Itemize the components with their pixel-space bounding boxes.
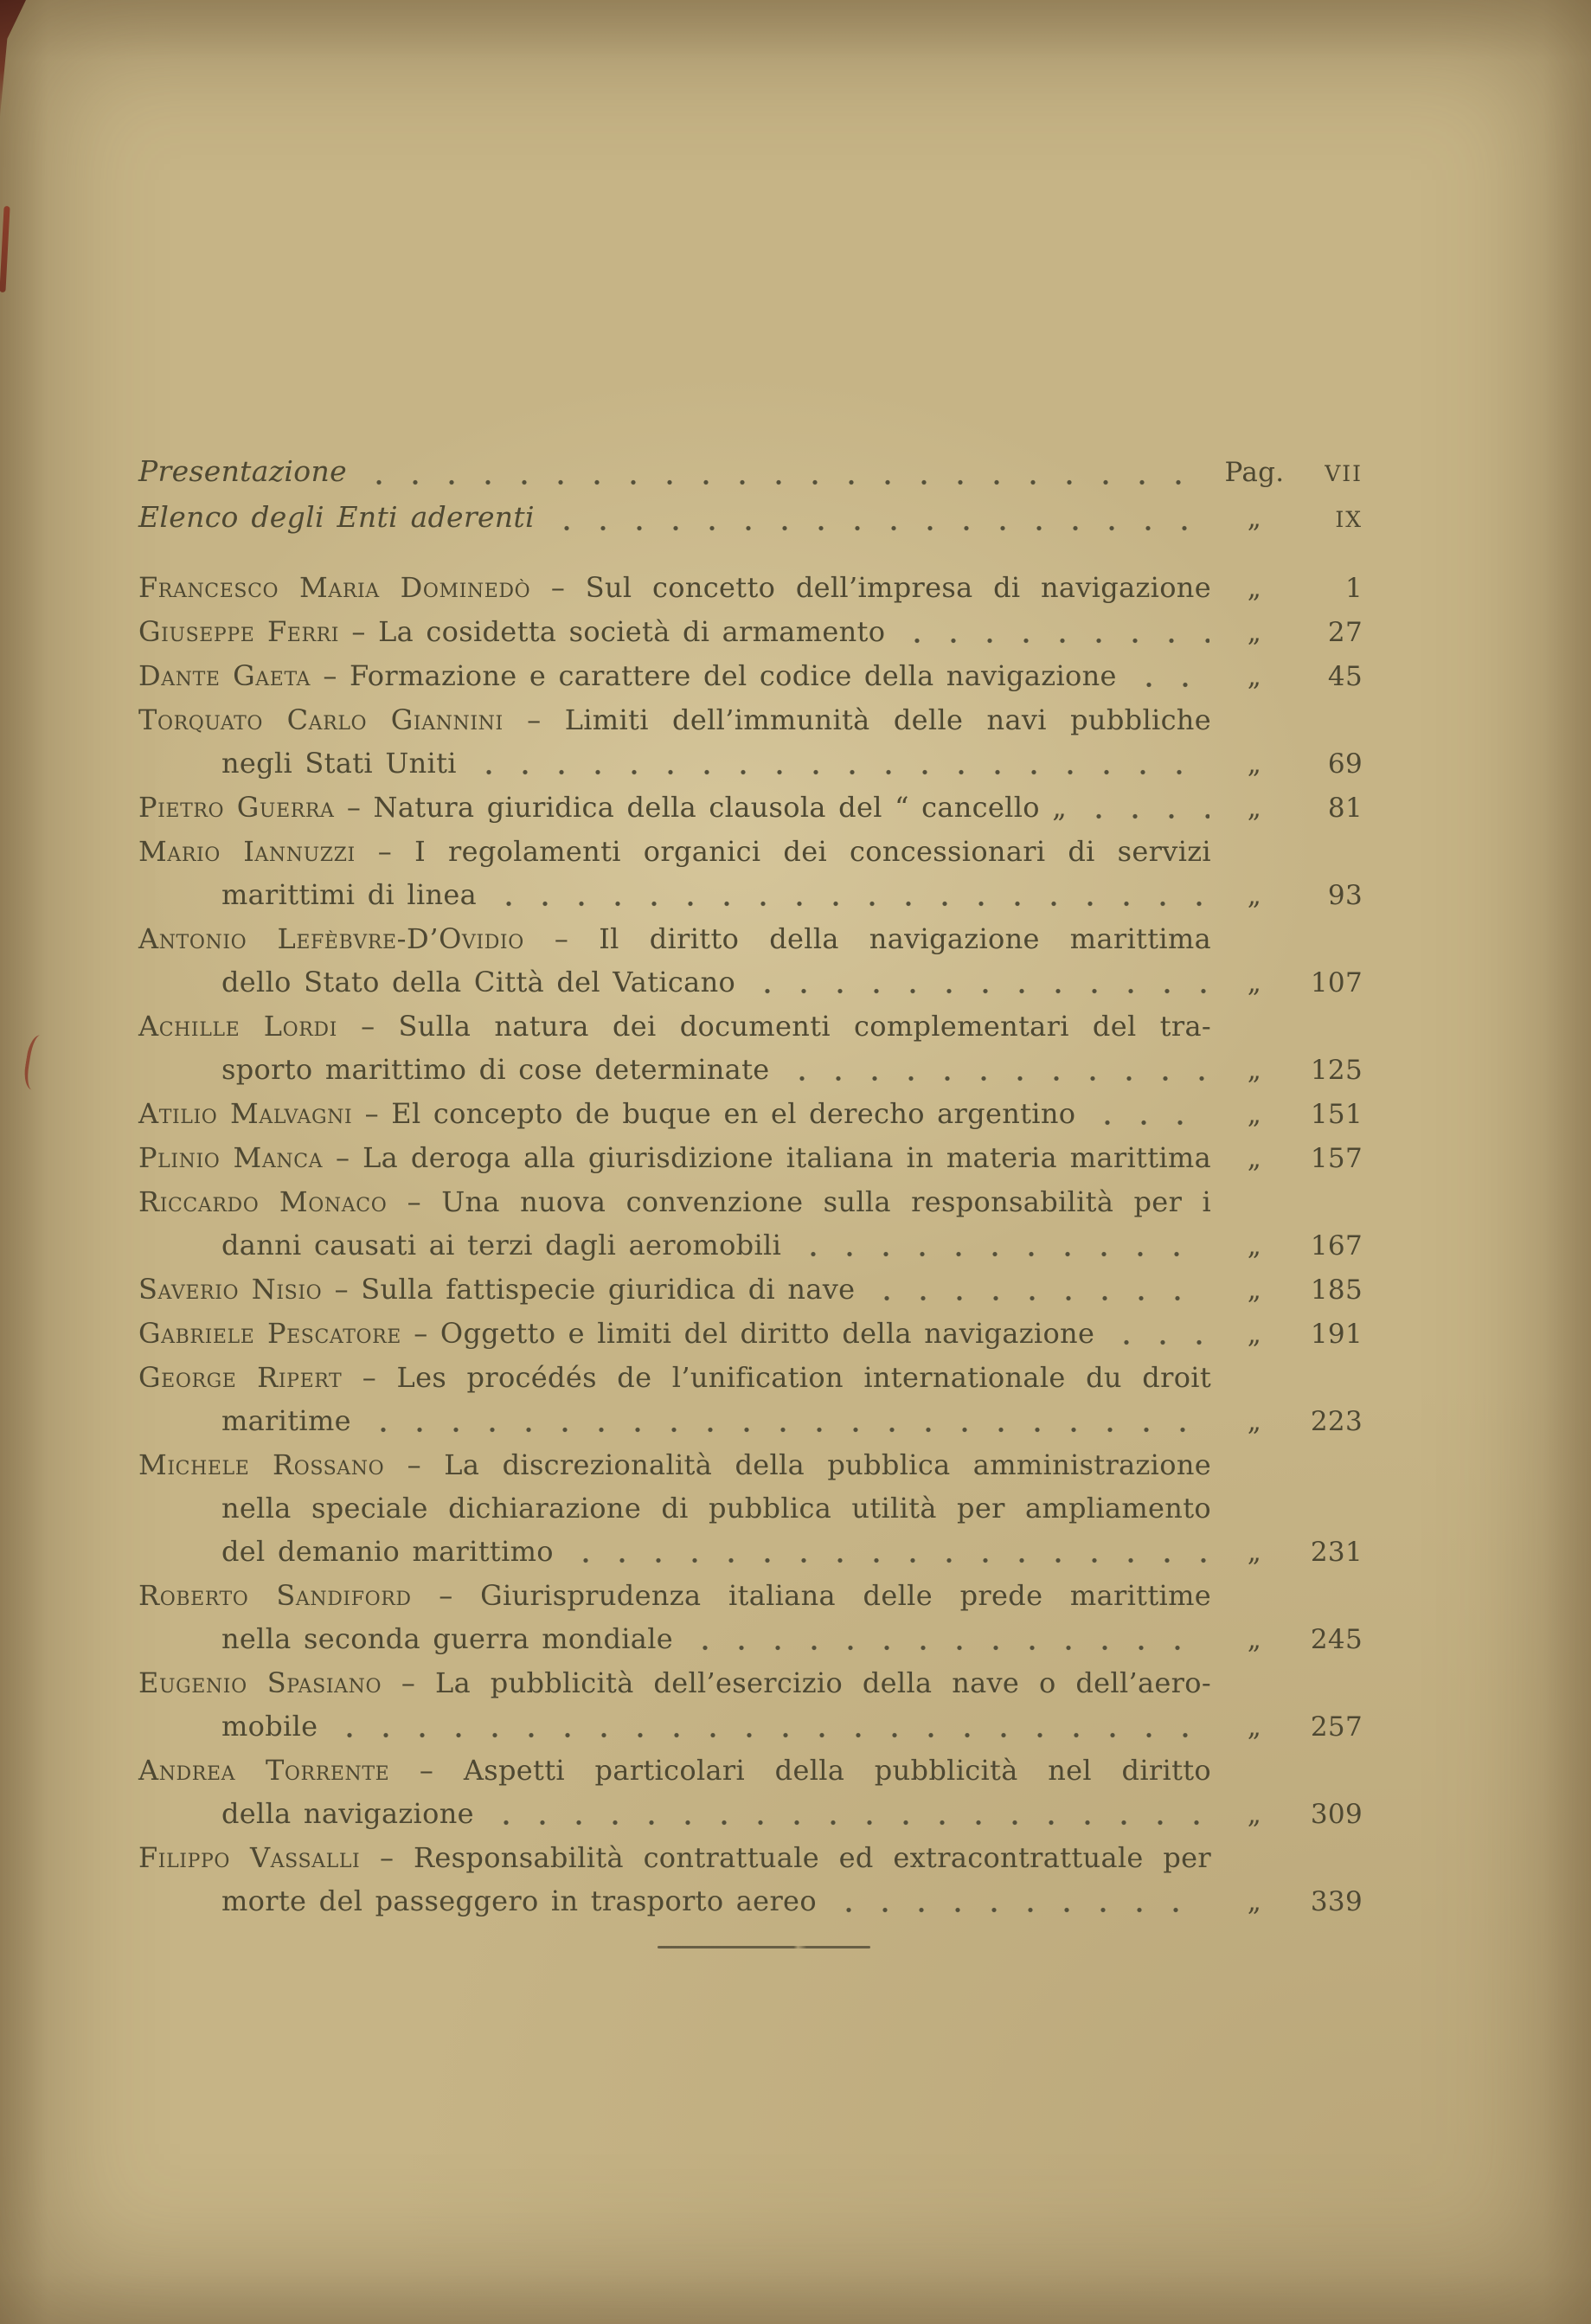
author-title-separator: – — [337, 1010, 399, 1043]
page-number: 245 — [1310, 1624, 1363, 1655]
dot-leader — [535, 496, 1209, 542]
toc-entry — [138, 1574, 1363, 1661]
toc-author: Francesco Maria Dominedò — [138, 571, 531, 604]
toc-title-line: sporto marittimo di cose determinate — [221, 1053, 770, 1086]
toc-author: Mario Iannuzzi — [138, 835, 356, 868]
toc-title-line: morte del passeggero in trasporto aereo — [221, 1884, 817, 1917]
ditto-mark: „ — [1247, 1099, 1262, 1130]
toc-author: Roberto Sandiford — [138, 1579, 412, 1612]
author-title-separator: – — [530, 571, 586, 604]
page-number: IX — [1335, 507, 1363, 532]
toc-author: Dante Gaeta — [138, 659, 311, 692]
page-number: 125 — [1310, 1055, 1363, 1086]
ditto-mark: „ — [1247, 661, 1262, 692]
toc-title-line: Giurisprudenza italiana delle prede marittime — [480, 1579, 1211, 1612]
toc-title-line: I regolamenti organici dei concessionari di servizi — [414, 835, 1211, 868]
toc-title-line: Natura giuridica della clausola del “ cancello „ — [373, 791, 1068, 824]
author-title-separator: – — [322, 1273, 362, 1306]
page-number: 93 — [1327, 880, 1363, 911]
toc-author: Plinio Manca — [138, 1141, 324, 1174]
toc-entry — [138, 1005, 1363, 1092]
ditto-mark: „ — [1247, 1799, 1262, 1830]
dot-leader — [781, 1223, 1209, 1268]
page-number: 81 — [1327, 793, 1363, 824]
author-title-separator: – — [334, 791, 374, 824]
author-title-separator: – — [411, 1579, 481, 1612]
ditto-mark: „ — [1247, 617, 1262, 648]
page-ref-label: Pag. — [1224, 457, 1285, 488]
ditto-mark: „ — [1247, 573, 1262, 604]
toc-entry — [138, 1443, 1363, 1574]
toc-title-line: Presentazione — [138, 454, 347, 488]
author-title-separator: – — [352, 1097, 392, 1130]
toc-entry — [138, 1749, 1363, 1836]
toc-title-line: della navigazione — [221, 1797, 474, 1830]
page-number: VII — [1325, 461, 1363, 486]
page-number: 191 — [1310, 1319, 1363, 1350]
toc-author: Saverio Nisio — [138, 1273, 323, 1306]
toc-entry — [138, 1356, 1363, 1443]
dot-leader — [735, 960, 1209, 1005]
dot-leader — [855, 1268, 1209, 1312]
page-number: 185 — [1310, 1274, 1363, 1306]
page-number: 45 — [1327, 661, 1363, 692]
toc-entry — [138, 1268, 1363, 1312]
toc-title-line: La cosidetta società di armamento — [378, 615, 886, 648]
toc-title-line: danni causati ai terzi dagli aeromobili — [221, 1229, 782, 1262]
ditto-mark: „ — [1247, 1624, 1262, 1655]
ditto-mark: „ — [1247, 1319, 1262, 1350]
toc-title-line: marittimi di linea — [221, 878, 478, 911]
toc-author: Giuseppe Ferri — [138, 615, 340, 648]
page-number: 223 — [1310, 1406, 1363, 1437]
toc-title-line: La deroga alla giurisdizione italiana in materia marittima — [362, 1141, 1211, 1174]
dot-leader — [673, 1617, 1209, 1661]
ditto-mark: „ — [1247, 1143, 1262, 1174]
page-number: 339 — [1310, 1886, 1363, 1917]
toc-author: Riccardo Monaco — [138, 1185, 388, 1218]
page-number: 107 — [1310, 967, 1363, 998]
ditto-mark: „ — [1247, 748, 1262, 780]
author-title-separator: – — [339, 615, 379, 648]
author-title-separator: – — [323, 1141, 363, 1174]
toc-title-line: Sulla natura dei documenti complementari del tra- — [398, 1010, 1211, 1043]
dot-leader — [817, 1879, 1209, 1923]
toc-author: Achille Lordi — [138, 1010, 337, 1043]
author-title-separator: – — [401, 1317, 440, 1350]
author-title-separator: – — [360, 1841, 414, 1874]
ditto-mark: „ — [1247, 880, 1262, 911]
author-title-separator: – — [389, 1754, 464, 1787]
dot-leader — [1067, 786, 1209, 830]
toc-entry — [138, 1180, 1363, 1268]
section-gap — [138, 542, 1363, 566]
dot-leader — [1075, 1092, 1209, 1136]
dot-leader — [351, 1399, 1209, 1443]
author-title-separator: – — [387, 1185, 442, 1218]
author-title-separator: – — [523, 922, 600, 955]
page-number: 27 — [1327, 617, 1363, 648]
dot-leader — [477, 873, 1209, 917]
page-number: 231 — [1310, 1537, 1363, 1568]
dot-leader — [770, 1048, 1209, 1092]
toc-entry — [138, 1836, 1363, 1923]
dot-leader — [474, 1792, 1209, 1836]
section-divider — [658, 1946, 870, 1948]
author-title-separator: – — [384, 1448, 445, 1481]
toc-author: Pietro Guerra — [138, 791, 335, 824]
dot-leader — [554, 1530, 1209, 1574]
ditto-mark: „ — [1247, 1230, 1262, 1262]
toc-entry — [138, 1661, 1363, 1749]
dot-leader — [457, 741, 1209, 786]
toc-title-line: Limiti dell’immunità delle navi pubbliche — [564, 703, 1211, 736]
toc-title-line: nella seconda guerra mondiale — [221, 1622, 674, 1655]
toc-title-line: Oggetto e limiti del diritto della navigazione — [439, 1317, 1095, 1350]
toc-author: Gabriele Pescatore — [138, 1317, 401, 1350]
toc-title-line: Sulla fattispecie giuridica di nave — [361, 1273, 856, 1306]
toc-entry — [138, 496, 1363, 542]
toc-title-line: La pubblicità dell’esercizio della nave o dell’aero- — [435, 1666, 1211, 1699]
toc-entry — [138, 1136, 1363, 1180]
page-number: 151 — [1310, 1099, 1363, 1130]
toc-author: Antonio Lefèbvre-D’Ovidio — [138, 922, 524, 955]
toc-entry — [138, 654, 1363, 698]
page-number: 157 — [1310, 1143, 1363, 1174]
toc-title-line: Sul concetto dell’impresa di navigazione — [585, 571, 1211, 604]
toc-entry — [138, 698, 1363, 786]
toc-entry — [138, 917, 1363, 1005]
toc-author: Atilio Malvagni — [138, 1097, 353, 1130]
page-number: 309 — [1310, 1799, 1363, 1830]
ditto-mark: „ — [1247, 1886, 1262, 1917]
ditto-mark: „ — [1247, 503, 1262, 534]
toc-entry — [138, 1312, 1363, 1356]
toc-title-line: El concepto de buque en el derecho argentino — [391, 1097, 1076, 1130]
toc-title-line: Una nuova convenzione sulla responsabilità per i — [441, 1185, 1211, 1218]
ditto-mark: „ — [1247, 1537, 1262, 1568]
toc-title-line: maritime — [221, 1404, 351, 1437]
ditto-mark: „ — [1247, 793, 1262, 824]
toc-entry — [138, 450, 1363, 496]
author-title-separator: – — [311, 659, 350, 692]
toc-title-line: Formazione e carattere del codice della navigazione — [350, 659, 1117, 692]
author-title-separator: – — [355, 835, 415, 868]
toc-title-line: dello Stato della Città del Vaticano — [221, 966, 736, 998]
toc-title-line: Responsabilità contrattuale ed extracontrattuale per — [413, 1841, 1212, 1874]
toc-entry — [138, 830, 1363, 917]
toc-title-line: Elenco degli Enti aderenti — [138, 500, 535, 534]
page-number: 69 — [1327, 748, 1363, 780]
page-number: 257 — [1310, 1711, 1363, 1743]
ditto-mark: „ — [1247, 967, 1262, 998]
page-number: 1 — [1344, 573, 1363, 604]
toc-title-line: nella speciale dichiarazione di pubblica utilità per ampliamento — [221, 1492, 1211, 1525]
toc-title-line: Les procédés de l’unification internationale du droit — [396, 1361, 1212, 1394]
toc-author: Filippo Vassalli — [138, 1841, 361, 1874]
page-number: 167 — [1310, 1230, 1363, 1262]
author-title-separator: – — [342, 1361, 397, 1394]
toc-author: George Ripert — [138, 1361, 343, 1394]
ditto-mark: „ — [1247, 1274, 1262, 1306]
dot-leader — [1117, 654, 1209, 698]
dot-leader — [318, 1704, 1209, 1749]
author-title-separator: – — [503, 703, 565, 736]
toc-author: Michele Rossano — [138, 1448, 385, 1481]
toc-title-line: del demanio marittimo — [221, 1535, 554, 1568]
toc-author: Andrea Torrente — [138, 1754, 390, 1787]
toc-entry — [138, 566, 1363, 610]
toc-title-line: Il diritto della navigazione marittima — [599, 922, 1211, 955]
toc-title-line: mobile — [221, 1710, 318, 1743]
author-title-separator: – — [382, 1666, 436, 1699]
ditto-mark: „ — [1247, 1406, 1262, 1437]
ditto-mark: „ — [1247, 1711, 1262, 1743]
toc-entry — [138, 1092, 1363, 1136]
toc-author: Torquato Carlo Giannini — [138, 703, 504, 736]
toc-entry — [138, 610, 1363, 654]
toc-title-line: Aspetti particolari della pubblicità nel diritto — [463, 1754, 1212, 1787]
toc-entry — [138, 786, 1363, 830]
toc-title-line: negli Stati Uniti — [221, 747, 457, 780]
toc-author: Eugenio Spasiano — [138, 1666, 382, 1699]
toc-title-line: La discrezionalità della pubblica amministrazione — [444, 1448, 1212, 1481]
dot-leader — [885, 610, 1209, 654]
dot-leader — [347, 450, 1209, 496]
dot-leader — [1094, 1312, 1209, 1356]
ditto-mark: „ — [1247, 1055, 1262, 1086]
